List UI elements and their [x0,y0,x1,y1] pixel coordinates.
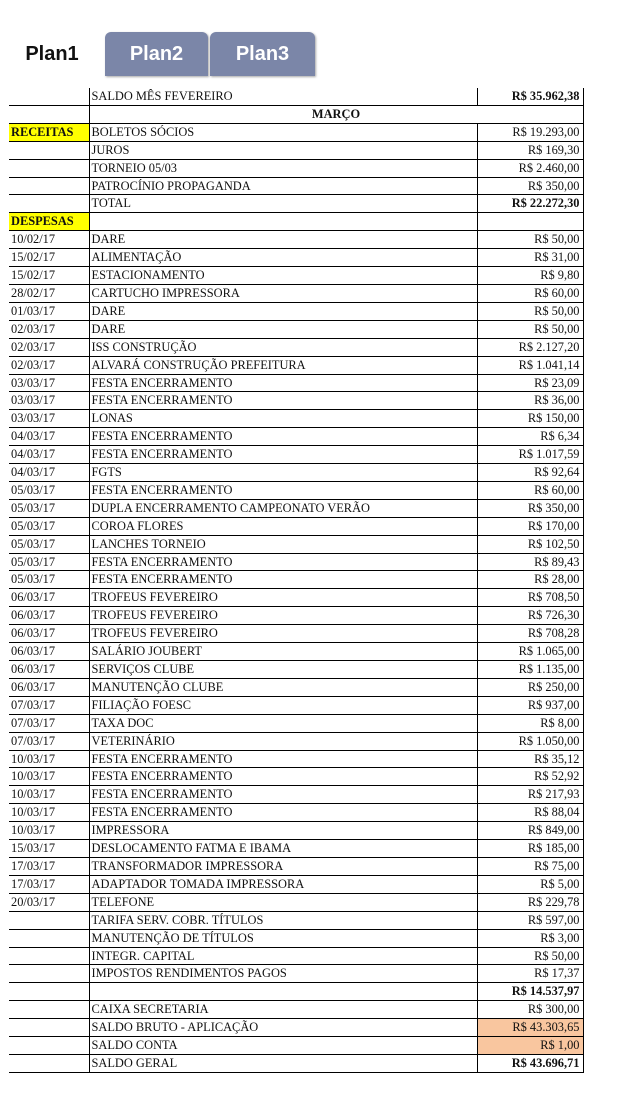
despesa-desc[interactable]: COROA FLORES [89,517,477,535]
despesa-desc[interactable]: DUPLA ENCERRAMENTO CAMPEONATO VERÃO [89,499,477,517]
cell[interactable] [9,1001,89,1019]
saldo-geral-value[interactable]: R$ 43.696,71 [477,1054,583,1072]
despesa-value[interactable]: R$ 36,00 [477,392,583,410]
receita-value[interactable]: R$ 169,30 [477,141,583,159]
despesa-row [9,535,583,553]
receita-row [9,177,583,195]
despesa-date[interactable]: 05/03/17 [9,499,89,517]
sheet-tabs [0,32,618,78]
despesa-desc[interactable]: FESTA ENCERRAMENTO [89,786,477,804]
despesa-date[interactable] [9,947,89,965]
despesa-date[interactable]: 15/02/17 [9,267,89,285]
despesa-row [9,392,583,410]
despesa-row [9,517,583,535]
despesa-value[interactable]: R$ 9,80 [477,267,583,285]
despesa-desc[interactable]: FESTA ENCERRAMENTO [89,374,477,392]
despesa-row [9,464,583,482]
despesa-row [9,822,583,840]
despesa-row [9,302,583,320]
month-title[interactable]: MARÇO [89,105,583,123]
despesa-date[interactable]: 04/03/17 [9,464,89,482]
despesa-value[interactable]: R$ 52,92 [477,768,583,786]
despesa-value[interactable]: R$ 597,00 [477,911,583,929]
despesa-desc[interactable]: FESTA ENCERRAMENTO [89,446,477,464]
tab-plan2[interactable]: Plan2 [105,32,208,76]
despesa-value[interactable]: R$ 1.065,00 [477,643,583,661]
despesa-desc[interactable]: ISS CONSTRUÇÃO [89,338,477,356]
despesa-desc[interactable]: TROFEUS FEVEREIRO [89,589,477,607]
despesa-date[interactable]: 17/03/17 [9,857,89,875]
ledger-table [9,88,584,1073]
despesa-value[interactable]: R$ 17,37 [477,965,583,983]
despesa-date[interactable]: 05/03/17 [9,481,89,499]
despesa-value[interactable]: R$ 1.017,59 [477,446,583,464]
saldo-geral-row [9,1054,583,1072]
despesa-desc[interactable]: TAXA DOC [89,714,477,732]
despesa-row [9,750,583,768]
despesa-value[interactable]: R$ 937,00 [477,696,583,714]
despesa-desc[interactable]: SERVIÇOS CLUBE [89,661,477,679]
month-row [9,105,583,123]
despesa-date[interactable]: 06/03/17 [9,589,89,607]
despesa-value[interactable]: R$ 50,00 [477,320,583,338]
despesa-value[interactable]: R$ 3,00 [477,929,583,947]
despesa-date[interactable]: 17/03/17 [9,875,89,893]
despesa-row [9,947,583,965]
despesa-date[interactable]: 02/03/17 [9,356,89,374]
despesa-date[interactable]: 10/03/17 [9,804,89,822]
receita-row [9,141,583,159]
despesa-value[interactable]: R$ 6,34 [477,428,583,446]
despesa-row [9,786,583,804]
despesa-desc[interactable]: ESTACIONAMENTO [89,267,477,285]
despesa-value[interactable]: R$ 708,28 [477,625,583,643]
cell[interactable] [9,159,89,177]
despesa-date[interactable]: 02/03/17 [9,338,89,356]
despesa-value[interactable]: R$ 75,00 [477,857,583,875]
cell[interactable] [9,983,89,1001]
despesa-desc[interactable]: IMPOSTOS RENDIMENTOS PAGOS [89,965,477,983]
despesa-desc[interactable]: FESTA ENCERRAMENTO [89,571,477,589]
receita-row [9,159,583,177]
despesas-total-row [9,983,583,1001]
despesa-row [9,446,583,464]
despesa-date[interactable]: 05/03/17 [9,517,89,535]
despesa-desc[interactable]: TARIFA SERV. COBR. TÍTULOS [89,911,477,929]
despesas-total-value[interactable]: R$ 14.537,97 [477,983,583,1001]
despesa-row [9,732,583,750]
receita-desc[interactable]: BOLETOS SÓCIOS [89,123,477,141]
despesa-row [9,696,583,714]
despesa-row [9,965,583,983]
receitas-heading[interactable]: RECEITAS [9,123,89,141]
despesa-value[interactable]: R$ 185,00 [477,840,583,858]
despesa-date[interactable]: 02/03/17 [9,320,89,338]
cell[interactable] [477,213,583,231]
despesa-row [9,338,583,356]
despesa-value[interactable]: R$ 229,78 [477,893,583,911]
despesa-value[interactable]: R$ 89,43 [477,553,583,571]
despesa-value[interactable]: R$ 5,00 [477,875,583,893]
despesa-desc[interactable]: TROFEUS FEVEREIRO [89,625,477,643]
despesa-value[interactable]: R$ 28,00 [477,571,583,589]
receitas-row [9,123,583,141]
despesa-desc[interactable]: LONAS [89,410,477,428]
despesa-row [9,875,583,893]
despesa-value[interactable]: R$ 726,30 [477,607,583,625]
despesa-date[interactable]: 03/03/17 [9,374,89,392]
receita-desc[interactable]: JUROS [89,141,477,159]
cell[interactable] [89,983,477,1001]
receita-value[interactable]: R$ 350,00 [477,177,583,195]
despesa-desc[interactable]: FILIAÇÃO FOESC [89,696,477,714]
despesa-desc[interactable]: ADAPTADOR TOMADA IMPRESSORA [89,875,477,893]
cell[interactable] [9,88,89,105]
despesa-row [9,553,583,571]
cell[interactable] [9,195,89,213]
despesa-row [9,428,583,446]
summary-desc[interactable]: SALDO BRUTO - APLICAÇÃO [89,1019,477,1037]
saldo-fevereiro-row [9,88,583,105]
despesa-desc[interactable]: DARE [89,302,477,320]
despesa-date[interactable]: 15/02/17 [9,249,89,267]
despesa-desc[interactable]: TROFEUS FEVEREIRO [89,607,477,625]
cell[interactable] [9,141,89,159]
despesa-desc[interactable]: FESTA ENCERRAMENTO [89,481,477,499]
despesa-desc[interactable]: FESTA ENCERRAMENTO [89,553,477,571]
despesa-row [9,857,583,875]
saldo-fevereiro-label[interactable]: SALDO MÊS FEVEREIRO [89,88,477,105]
receita-desc[interactable]: TORNEIO 05/03 [89,159,477,177]
despesa-date[interactable]: 07/03/17 [9,714,89,732]
spreadsheet [9,88,583,1073]
despesa-date[interactable] [9,929,89,947]
despesa-date[interactable]: 06/03/17 [9,643,89,661]
despesa-value[interactable]: R$ 1.050,00 [477,732,583,750]
despesa-value[interactable]: R$ 88,04 [477,804,583,822]
despesas-heading[interactable]: DESPESAS [9,213,89,231]
despesa-date[interactable]: 10/03/17 [9,822,89,840]
despesa-date[interactable]: 04/03/17 [9,446,89,464]
despesa-row [9,804,583,822]
despesa-value[interactable]: R$ 50,00 [477,302,583,320]
despesa-date[interactable]: 10/03/17 [9,786,89,804]
despesa-value[interactable]: R$ 1.135,00 [477,661,583,679]
despesa-row [9,840,583,858]
despesa-desc[interactable]: FESTA ENCERRAMENTO [89,768,477,786]
despesa-row [9,374,583,392]
despesa-row [9,284,583,302]
despesas-heading-row [9,213,583,231]
despesa-value[interactable]: R$ 8,00 [477,714,583,732]
despesa-value[interactable]: R$ 2.127,20 [477,338,583,356]
despesa-desc[interactable]: ALIMENTAÇÃO [89,249,477,267]
despesa-desc[interactable]: DARE [89,231,477,249]
despesa-date[interactable] [9,911,89,929]
despesa-desc[interactable]: FGTS [89,464,477,482]
despesa-row [9,911,583,929]
summary-desc[interactable]: CAIXA SECRETARIA [89,1001,477,1019]
despesa-value[interactable]: R$ 23,09 [477,374,583,392]
despesa-row [9,643,583,661]
cell[interactable] [89,213,477,231]
despesa-date[interactable]: 01/03/17 [9,302,89,320]
despesa-value[interactable]: R$ 60,00 [477,284,583,302]
despesa-value[interactable]: R$ 849,00 [477,822,583,840]
cell[interactable] [9,1054,89,1072]
despesa-desc[interactable]: INTEGR. CAPITAL [89,947,477,965]
despesa-date[interactable]: 05/03/17 [9,553,89,571]
saldo-geral-label[interactable]: SALDO GERAL [89,1054,477,1072]
summary-value[interactable]: R$ 300,00 [477,1001,583,1019]
receita-value[interactable]: R$ 2.460,00 [477,159,583,177]
despesa-desc[interactable]: LANCHES TORNEIO [89,535,477,553]
despesa-date[interactable]: 10/02/17 [9,231,89,249]
despesa-row [9,607,583,625]
despesa-value[interactable]: R$ 50,00 [477,947,583,965]
despesa-desc[interactable]: FESTA ENCERRAMENTO [89,804,477,822]
summary-desc[interactable]: SALDO CONTA [89,1037,477,1055]
despesa-desc[interactable]: FESTA ENCERRAMENTO [89,392,477,410]
despesa-date[interactable]: 07/03/17 [9,732,89,750]
despesa-date[interactable]: 06/03/17 [9,607,89,625]
despesa-value[interactable]: R$ 35,12 [477,750,583,768]
despesa-row [9,481,583,499]
despesa-row [9,714,583,732]
despesa-desc[interactable]: DESLOCAMENTO FATMA E IBAMA [89,840,477,858]
summary-row [9,1019,583,1037]
despesa-row [9,678,583,696]
cell[interactable] [9,177,89,195]
despesa-value[interactable]: R$ 708,50 [477,589,583,607]
despesa-value[interactable]: R$ 102,50 [477,535,583,553]
despesa-desc[interactable]: MANUTENÇÃO DE TÍTULOS [89,929,477,947]
despesa-date[interactable]: 03/03/17 [9,392,89,410]
despesa-date[interactable]: 28/02/17 [9,284,89,302]
despesa-desc[interactable]: VETERINÁRIO [89,732,477,750]
despesa-row [9,231,583,249]
despesa-desc[interactable]: MANUTENÇÃO CLUBE [89,678,477,696]
despesa-row [9,625,583,643]
despesa-row [9,267,583,285]
despesa-desc[interactable]: TRANSFORMADOR IMPRESSORA [89,857,477,875]
summary-row [9,1001,583,1019]
receita-value[interactable]: R$ 19.293,00 [477,123,583,141]
despesa-row [9,410,583,428]
despesa-row [9,499,583,517]
despesa-desc[interactable]: CARTUCHO IMPRESSORA [89,284,477,302]
despesa-value[interactable]: R$ 31,00 [477,249,583,267]
despesa-date[interactable]: 04/03/17 [9,428,89,446]
summary-row [9,1037,583,1055]
despesa-row [9,571,583,589]
despesa-date[interactable]: 06/03/17 [9,661,89,679]
despesa-desc[interactable]: DARE [89,320,477,338]
despesa-desc[interactable]: IMPRESSORA [89,822,477,840]
despesa-desc[interactable]: FESTA ENCERRAMENTO [89,428,477,446]
tab-plan3[interactable]: Plan3 [210,32,315,76]
despesa-value[interactable]: R$ 170,00 [477,517,583,535]
despesa-value[interactable]: R$ 150,00 [477,410,583,428]
summary-value[interactable]: R$ 1,00 [477,1037,583,1055]
despesa-date[interactable]: 15/03/17 [9,840,89,858]
receita-desc[interactable]: PATROCÍNIO PROPAGANDA [89,177,477,195]
despesa-row [9,661,583,679]
receitas-total-value[interactable]: R$ 22.272,30 [477,195,583,213]
despesa-value[interactable]: R$ 217,93 [477,786,583,804]
despesa-value[interactable]: R$ 350,00 [477,499,583,517]
despesa-date[interactable] [9,965,89,983]
despesa-row [9,893,583,911]
despesa-date[interactable]: 05/03/17 [9,535,89,553]
summary-value[interactable]: R$ 43.303,65 [477,1019,583,1037]
despesa-row [9,356,583,374]
despesa-date[interactable]: 10/03/17 [9,768,89,786]
despesa-row [9,768,583,786]
despesa-value[interactable]: R$ 1.041,14 [477,356,583,374]
despesa-date[interactable]: 06/03/17 [9,678,89,696]
cell[interactable] [9,1019,89,1037]
despesa-desc[interactable]: FESTA ENCERRAMENTO [89,750,477,768]
despesa-desc[interactable]: ALVARÁ CONSTRUÇÃO PREFEITURA [89,356,477,374]
despesa-desc[interactable]: TELEFONE [89,893,477,911]
despesa-row [9,320,583,338]
saldo-fevereiro-value[interactable]: R$ 35.962,38 [477,88,583,105]
despesa-value[interactable]: R$ 60,00 [477,481,583,499]
receitas-total-label[interactable]: TOTAL [89,195,477,213]
despesa-date[interactable]: 10/03/17 [9,750,89,768]
despesa-date[interactable]: 06/03/17 [9,625,89,643]
cell[interactable] [9,105,89,123]
despesa-row [9,589,583,607]
despesa-date[interactable]: 03/03/17 [9,410,89,428]
despesa-row [9,249,583,267]
despesa-value[interactable]: R$ 92,64 [477,464,583,482]
despesa-row [9,929,583,947]
despesa-value[interactable]: R$ 50,00 [477,231,583,249]
cell[interactable] [9,1037,89,1055]
despesa-date[interactable]: 20/03/17 [9,893,89,911]
despesa-date[interactable]: 07/03/17 [9,696,89,714]
receitas-total-row [9,195,583,213]
despesa-date[interactable]: 05/03/17 [9,571,89,589]
tab-plan1[interactable]: Plan1 [0,32,104,76]
despesa-desc[interactable]: SALÁRIO JOUBERT [89,643,477,661]
despesa-value[interactable]: R$ 250,00 [477,678,583,696]
